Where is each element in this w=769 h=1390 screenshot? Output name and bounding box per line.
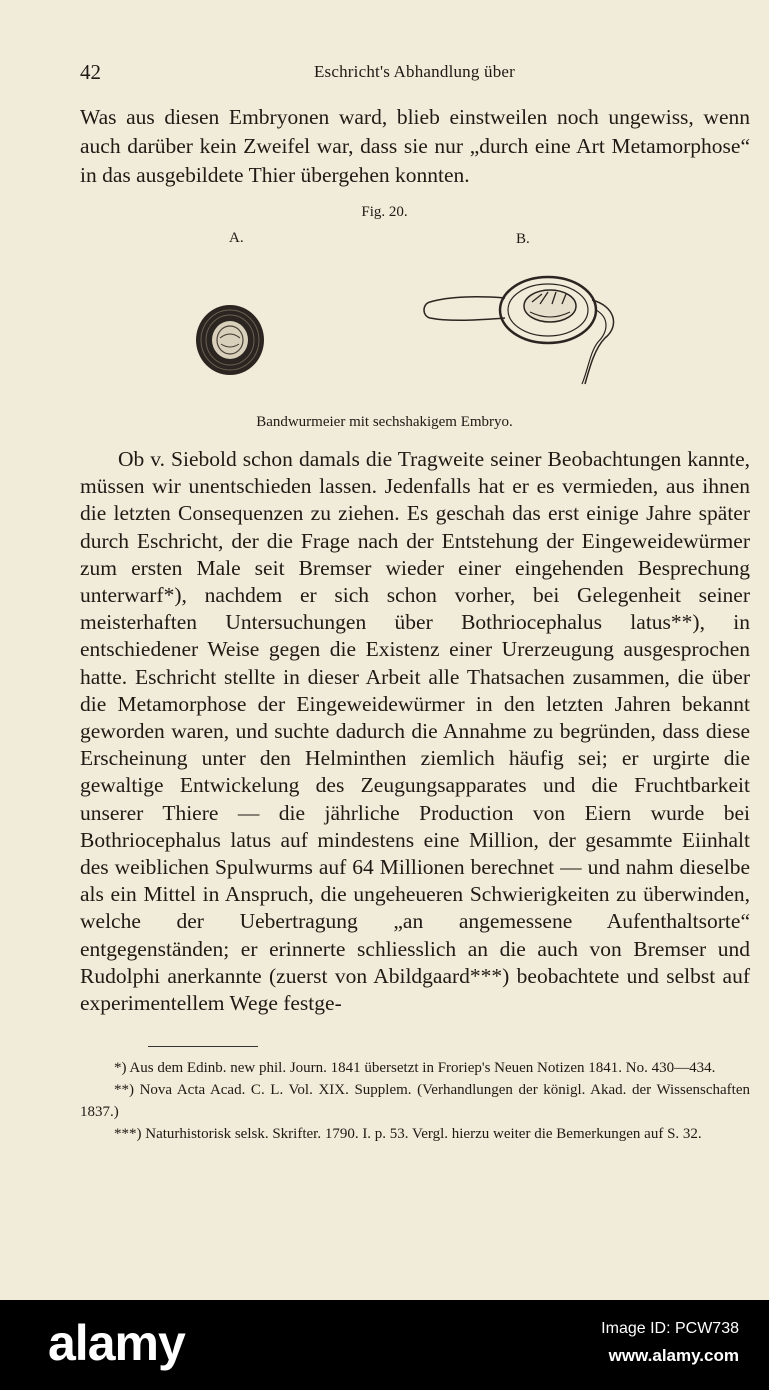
footnote-2: **) Nova Acta Acad. C. L. Vol. XIX. Supplem. (Verhandlungen der königl. Akad. der Wissenschaften 1837.) xyxy=(80,1082,750,1120)
footnotes xyxy=(80,1057,750,1145)
figure-caption: Bandwurmeier mit sechshakigem Embryo. xyxy=(256,414,513,430)
page-number: 42 xyxy=(80,60,101,84)
egg-illustration-a xyxy=(190,300,270,380)
intro-paragraph xyxy=(80,103,750,190)
footnote-3: ***) Naturhistorisk selsk. Skrifter. 1790. I. p. 53. Vergl. hierzu weiter die Bemerkungen auf S. 32. xyxy=(114,1126,702,1142)
stock-banner xyxy=(0,1300,769,1390)
footnote-1: *) Aus dem Edinb. new phil. Journ. 1841 übersetzt in Froriep's Neuen Notizen 1841. No. 430—434. xyxy=(114,1060,716,1076)
image-id: Image ID: PCW738 xyxy=(601,1320,739,1337)
figure-label: Fig. 20. xyxy=(361,204,408,220)
footnote-divider xyxy=(148,1046,258,1047)
figure-panel-b-label: B. xyxy=(516,231,530,247)
running-title: Eschricht's Abhandlung über xyxy=(313,62,516,81)
alamy-logo: alamy xyxy=(48,1315,185,1371)
figure-panel-a-label: A. xyxy=(229,230,244,246)
body-text: Ob v. Siebold schon damals die Tragweite seiner Beobachtungen kannte, müssen wir unentschieden lassen. Jedenfalls hat er es vermieden, aus ihnen die letzten Consequenzen zu ziehen. Es geschah das erst einige Jahre später durch Eschricht, der die Frage nach der Entstehung der Eingeweidewürmer zum ersten Male seit Bremser wieder einer eingehenden Besprechung unterwarf*), nachdem er sich schon vorher, bei Gelegenheit seiner meisterhaften Untersuchungen über Bothriocephalus latus**), in entschiedener Weise gegen die Existenz einer Urerzeugung ausgesprochen hatte. Eschricht stellte in dieser Arbeit alle Thatsachen zusammen, die über die Metamorphose der Eingeweidewürmer in den letzten Jahren bekannt geworden waren, und suchte dadurch die Annahme zu begründen, dass diese Erscheinung unter den Helminthen ziemlich häufig sei; er urgirte die gewaltige Entwickelung des Zeugungsapparates und die Fruchtbarkeit unserer Thiere — die jährliche Production von Eiern wurde bei Bothriocephalus latus auf mindestens eine Million, der gesammte Eiinhalt des weiblichen Spulwurms auf 64 Millionen berechnet — und nahm dieselbe als ein Mittel in Anspruch, die ungeheueren Schwierigkeiten zu überwinden, welche der Uebertragung „an angemessene Aufenthaltsorte“ entgegenständen; er erinnerte schliesslich an die auch von Bremser und Rudolphi anerkannte (zuerst von Abildgaard***) beobachtete und selbst auf experimentellem Wege festge- xyxy=(80,447,750,1016)
page-header xyxy=(80,60,749,86)
body-paragraph xyxy=(80,446,750,1017)
egg-illustration-b xyxy=(420,266,630,396)
site-url: www.alamy.com xyxy=(608,1346,739,1365)
intro-text: Was aus diesen Embryonen ward, blieb einstweilen noch ungewiss, wenn auch darüber kein Zweifel war, dass sie nur „durch eine Art Metamorphose“ in das ausgebildete Thier übergehen konnten. xyxy=(80,105,750,187)
